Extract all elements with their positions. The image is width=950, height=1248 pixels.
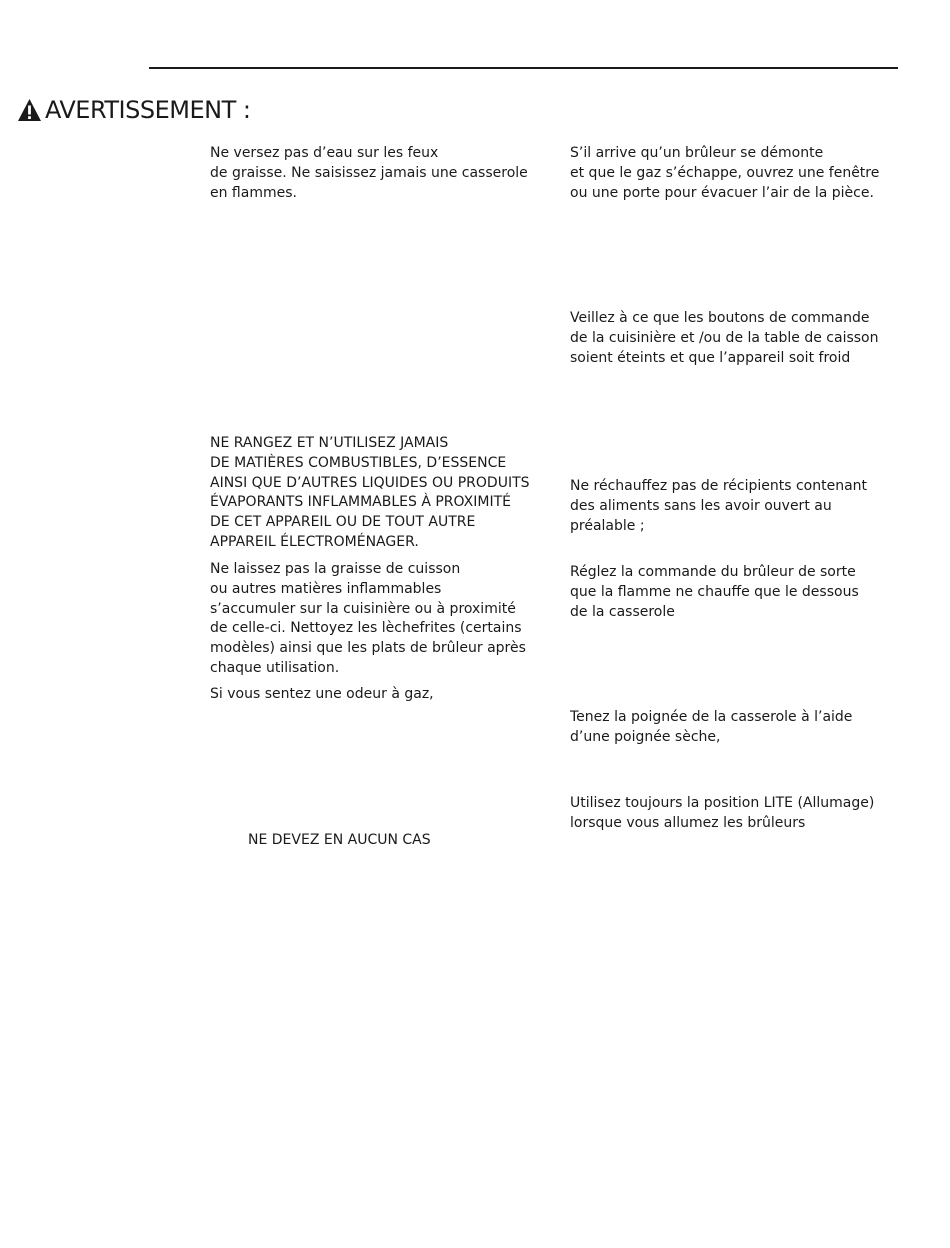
warning-title: AVERTISSEMENT : bbox=[45, 96, 251, 124]
controls-off-warning: Veillez à ce que les boutons de commande de la cuisinière et /ou de la table de caisson soient éteints et que l’appareil soit froid bbox=[570, 310, 879, 366]
combustibles-warning: NE RANGEZ ET N’UTILISEZ JAMAIS DE MATIÈRES COMBUSTIBLES, D’ESSENCE AINSI QUE D’AUTRES LIQUIDES OU PRODUITS ÉVAPORANTS INFLAMMABLES À PROXIMITÉ DE CET APPAREIL OU DE TOUT AUTRE APPAREIL ÉLECTROMÉNAGER. bbox=[210, 435, 530, 550]
never-warning: NE DEVEZ EN AUCUN CAS bbox=[248, 832, 431, 848]
burner-removed-warning: S’il arrive qu’un brûleur se démonte et que le gaz s’échappe, ouvrez une fenêtre ou une porte pour évacuer l’air de la pièce. bbox=[570, 145, 880, 201]
warning-heading bbox=[17, 93, 250, 127]
grease-fire-warning: Ne versez pas d’eau sur les feux de graisse. Ne saisissez jamais une casserole en flammes. bbox=[210, 145, 528, 201]
gas-smell-warning: Si vous sentez une odeur à gaz, bbox=[210, 686, 434, 702]
flame-adjust-warning: Réglez la commande du brûleur de sorte que la flamme ne chauffe que le dessous de la casserole bbox=[570, 564, 859, 620]
grease-buildup-warning: Ne laissez pas la graisse de cuisson ou autres matières inflammables s’accumuler sur la cuisinière ou à proximité de celle-ci. Nettoyez les lèchefrites (certains modèles) ainsi que les plats de brûleur après chaque utilisation. bbox=[210, 561, 526, 676]
warning-triangle-icon bbox=[17, 98, 42, 122]
containers-warning: Ne réchauffez pas de récipients contenant des aliments sans les avoir ouvert au préalable ; bbox=[570, 478, 868, 534]
header-rule bbox=[149, 67, 898, 69]
handle-warning: Tenez la poignée de la casserole à l’aide d’une poignée sèche, bbox=[570, 709, 853, 745]
lite-warning: Utilisez toujours la position LITE (Allumage) lorsque vous allumez les brûleurs bbox=[570, 795, 875, 831]
